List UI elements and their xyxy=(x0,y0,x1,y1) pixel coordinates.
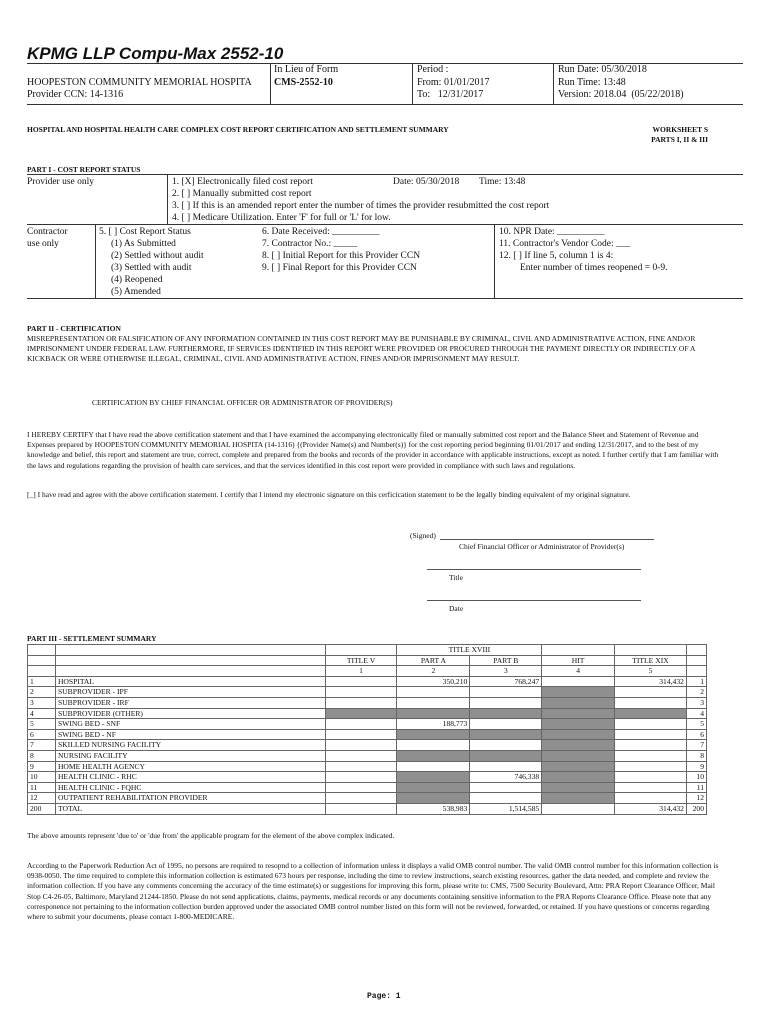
contractor-label: Contractor xyxy=(27,227,68,237)
amount-cell xyxy=(397,687,470,698)
title-label: Title xyxy=(449,573,463,582)
amount-cell xyxy=(325,793,397,804)
amount-cell xyxy=(542,708,615,719)
table-row xyxy=(28,708,707,719)
column-number: 1 xyxy=(325,666,397,677)
header-divider xyxy=(553,63,554,104)
amount-cell: 538,983 xyxy=(397,803,470,814)
part1-top-rule xyxy=(27,174,743,175)
table-row xyxy=(28,761,707,772)
amount-cell xyxy=(542,761,615,772)
amount-cell xyxy=(325,772,397,783)
line-number-right: 10 xyxy=(686,772,706,783)
column-header: HIT xyxy=(542,655,615,666)
amount-cell xyxy=(397,782,470,793)
line-number-right: 9 xyxy=(686,761,706,772)
status-option: (4) Reopened xyxy=(111,275,163,285)
column-number: 4 xyxy=(542,666,615,677)
line-label: HEALTH CLINIC - FQHC xyxy=(55,782,325,793)
line-number-right: 1 xyxy=(686,676,706,687)
line-number: 200 xyxy=(28,803,56,814)
status-line-1: 1. [X] Electronically filed cost report xyxy=(172,177,313,187)
signed-label: (Signed) xyxy=(410,531,436,540)
header-blank xyxy=(55,666,325,677)
amount-cell: 768,247 xyxy=(470,676,542,687)
amount-cell xyxy=(615,708,687,719)
status-line-4: 4. [ ] Medicare Utilization. Enter 'F' for full or 'L' for low. xyxy=(172,213,391,223)
version: Version: 2018.04 (05/22/2018) xyxy=(558,89,684,100)
line-number: 5 xyxy=(28,719,56,730)
amount-cell: 350,210 xyxy=(397,676,470,687)
line-label: NURSING FACILITY xyxy=(55,750,325,761)
amount-cell xyxy=(325,676,397,687)
amount-cell xyxy=(542,782,615,793)
amount-cell xyxy=(615,793,687,804)
line-number: 9 xyxy=(28,761,56,772)
table-row xyxy=(28,697,707,708)
line-number-right: 8 xyxy=(686,750,706,761)
period-label: Period : xyxy=(417,64,449,75)
line-label: OUTPATIENT REHABILITATION PROVIDER xyxy=(55,793,325,804)
signer-label: Chief Financial Officer or Administrator of Provider(s) xyxy=(459,542,625,551)
amount-cell xyxy=(397,708,470,719)
period-from: From: 01/01/2017 xyxy=(417,76,490,88)
line-number: 8 xyxy=(28,750,56,761)
amount-cell xyxy=(470,761,542,772)
page-number: Page: 1 xyxy=(367,992,401,1001)
amount-cell xyxy=(615,750,687,761)
amount-cell xyxy=(470,740,542,751)
amount-cell xyxy=(615,697,687,708)
provider-use-label: Provider use only xyxy=(27,177,95,187)
line-label: SUBPROVIDER - IRF xyxy=(55,697,325,708)
line-number-right: 5 xyxy=(686,719,706,730)
title-xviii-header: TITLE XVIII xyxy=(397,645,542,656)
amount-cell xyxy=(615,729,687,740)
line-number-right: 6 xyxy=(686,729,706,740)
column-number: 2 xyxy=(397,666,470,677)
contractor-label: use only xyxy=(27,239,59,249)
run-time: Run Time: 13:48 xyxy=(558,76,626,88)
provider-name: HOOPESTON COMMUNITY MEMORIAL HOSPITA xyxy=(27,76,252,88)
amount-cell xyxy=(325,750,397,761)
line-number-right: 4 xyxy=(686,708,706,719)
amount-cell xyxy=(542,697,615,708)
header-blank xyxy=(55,655,325,666)
part1-divider xyxy=(494,224,495,298)
amount-cell xyxy=(470,750,542,761)
header-period xyxy=(417,64,551,104)
amount-cell xyxy=(325,697,397,708)
line-number-right: 3 xyxy=(686,697,706,708)
title-line[interactable] xyxy=(427,569,641,570)
header-blank xyxy=(325,645,397,656)
table-row xyxy=(28,793,707,804)
line-label: HEALTH CLINIC - RHC xyxy=(55,772,325,783)
header-bottom-rule xyxy=(27,104,743,105)
amount-cell xyxy=(325,761,397,772)
amount-cell xyxy=(397,772,470,783)
status-option: (5) Amended xyxy=(111,287,161,297)
line-label: HOME HEALTH AGENCY xyxy=(55,761,325,772)
line-number-right: 200 xyxy=(686,803,706,814)
header-run xyxy=(558,64,743,104)
header-divider xyxy=(270,63,271,104)
amount-cell xyxy=(397,697,470,708)
contractor-line-5: 5. [ ] Cost Report Status xyxy=(99,227,191,237)
in-lieu-label: In Lieu of Form xyxy=(274,64,339,75)
amount-cell xyxy=(542,719,615,730)
line-number: 7 xyxy=(28,740,56,751)
line-number: 4 xyxy=(28,708,56,719)
amount-cell: 746,338 xyxy=(470,772,542,783)
amount-cell xyxy=(397,750,470,761)
contractor-line-10: 10. NPR Date: __________ xyxy=(499,227,605,237)
part1-heading: PART I - COST REPORT STATUS xyxy=(27,165,141,174)
amount-cell xyxy=(397,729,470,740)
status-line-1-time: Time: 13:48 xyxy=(479,177,526,187)
amount-cell: 314,432 xyxy=(615,803,687,814)
amount-cell xyxy=(470,729,542,740)
line-number: 3 xyxy=(28,697,56,708)
header-provider xyxy=(27,64,269,104)
amount-cell xyxy=(542,772,615,783)
header-blank xyxy=(542,645,615,656)
line-label: SUBPROVIDER - IPF xyxy=(55,687,325,698)
column-header: TITLE V xyxy=(325,655,397,666)
contractor-line-9: 9. [ ] Final Report for this Provider CCN xyxy=(262,263,417,273)
date-label: Date xyxy=(449,604,464,613)
amount-cell xyxy=(470,687,542,698)
amount-cell: 1,514,585 xyxy=(470,803,542,814)
column-number: 3 xyxy=(470,666,542,677)
line-label: SKILLED NURSING FACILITY xyxy=(55,740,325,751)
part3-heading: PART III - SETTLEMENT SUMMARY xyxy=(27,634,157,643)
header-blank xyxy=(686,645,706,656)
amount-cell xyxy=(615,687,687,698)
run-date: Run Date: 05/30/2018 xyxy=(558,64,647,75)
page-title: KPMG LLP Compu-Max 2552-10 xyxy=(27,44,284,63)
status-option: (2) Settled without audit xyxy=(111,251,204,261)
amount-cell xyxy=(470,793,542,804)
amount-cell xyxy=(325,719,397,730)
part1-divider xyxy=(167,174,168,224)
line-label: HOSPITAL xyxy=(55,676,325,687)
status-line-1-date: Date: 05/30/2018 xyxy=(393,177,460,187)
column-header: PART B xyxy=(470,655,542,666)
table-row xyxy=(28,782,707,793)
amount-cell xyxy=(542,750,615,761)
line-label: SWING BED - NF xyxy=(55,729,325,740)
amount-cell xyxy=(397,761,470,772)
part1-mid-rule xyxy=(27,224,743,225)
column-header: PART A xyxy=(397,655,470,666)
column-number: 5 xyxy=(615,666,687,677)
amount-cell xyxy=(542,803,615,814)
amount-cell xyxy=(325,708,397,719)
part1-divider xyxy=(95,224,96,298)
line-number: 10 xyxy=(28,772,56,783)
header-blank xyxy=(686,655,706,666)
agree-checkbox-text: [_] I have read and agree with the above certification statement. I certify that I intend my electronic signature on this cerficication statement to be the legally binding equivalent of my original signature. xyxy=(27,490,631,499)
line-number-right: 7 xyxy=(686,740,706,751)
amount-cell xyxy=(542,740,615,751)
amount-cell xyxy=(325,803,397,814)
table-row xyxy=(28,719,707,730)
worksheet-label: WORKSHEET S xyxy=(652,125,708,134)
provider-ccn: Provider CCN: 14-1316 xyxy=(27,89,124,100)
line-label: SWING BED - SNF xyxy=(55,719,325,730)
table-row xyxy=(28,740,707,751)
form-number: CMS-2552-10 xyxy=(274,76,333,88)
amount-cell xyxy=(615,719,687,730)
line-number: 12 xyxy=(28,793,56,804)
header-blank xyxy=(615,645,687,656)
header-blank xyxy=(28,655,56,666)
line-number: 2 xyxy=(28,687,56,698)
table-row xyxy=(28,750,707,761)
amount-cell xyxy=(470,697,542,708)
header-divider xyxy=(412,63,413,104)
line-number: 1 xyxy=(28,676,56,687)
header-blank xyxy=(686,666,706,677)
amount-cell xyxy=(325,740,397,751)
amount-cell: 188,773 xyxy=(397,719,470,730)
worksheet-parts: PARTS I, II & III xyxy=(651,135,708,144)
amount-cell xyxy=(470,708,542,719)
status-line-3: 3. [ ] If this is an amended report enter the number of times the provider resubmitted the cost report xyxy=(172,201,550,211)
amount-cell xyxy=(325,729,397,740)
amount-cell xyxy=(615,761,687,772)
amount-cell xyxy=(615,740,687,751)
header-blank xyxy=(28,645,56,656)
line-label: TOTAL xyxy=(55,803,325,814)
footer-note: The above amounts represent 'due to' or 'due from' the applicable program for the element of the above complex indicated. xyxy=(27,831,395,840)
table-row xyxy=(28,687,707,698)
amount-cell: 314,432 xyxy=(615,676,687,687)
amount-cell xyxy=(325,782,397,793)
amount-cell xyxy=(542,687,615,698)
table-row xyxy=(28,772,707,783)
line-label: SUBPROVIDER (OTHER) xyxy=(55,708,325,719)
status-line-2: 2. [ ] Manually submitted cost report xyxy=(172,189,312,199)
period-to: To: 12/31/2017 xyxy=(417,89,484,100)
amount-cell xyxy=(615,782,687,793)
part1-bottom-rule xyxy=(27,298,743,299)
amount-cell xyxy=(470,782,542,793)
certify-text: I HEREBY CERTIFY that I have read the above certification statement and that I have examined the accompanying electronically filed or manually submitted cost report and the Balance Sheet and Statement of Revenue and Expenses prepared by HOOPESTON COMMUNITY MEMORIAL HOSPITA (14-1316) {(Provider Name(s) and Number(s)} for the cost reporting period beginning 01/01/2017 and ending 12/31/2017, and to the best of my knowledge and belief, this report and statement are true, correct, complete and prepared from the books and records of the provider in accordance with applicable instructions, except as noted. I further certify that I am familiar with the laws and regulations regarding the provision of health care services, and that the services identified in this cost report were provided in compliance with such laws and regulations. xyxy=(27,430,719,470)
table-row xyxy=(28,676,707,687)
document-title: HOSPITAL AND HOSPITAL HEALTH CARE COMPLEX COST REPORT CERTIFICATION AND SETTLEMENT SUMMARY xyxy=(27,125,449,134)
header-blank xyxy=(28,666,56,677)
paperwork-notice: According to the Paperwork Reduction Act of 1995, no persons are required to resopnd to a collection of information unless it displays a valid OMB control number. The valid OMB control number for this information collection is 0938-0050. The time required to complete this information collection is estimated 673 hours per response, including the time to review instructions, search existing resources, gather the data needed, and complete and review the information collection. If you have any comments concerning the accuracy of the time estimate(s) or suggestions for improving this form, please write to: CMS, 7500 Security Boulevard, Attn: PRA Report Clearance Officer, Mail Stop C4-26-05, Baltimore, Maryland 21244-1850. Please do not send applications, claims, payments, medical records or any documents containing sensitive information to the PRA Reports Clearance Office. Please note that any corresponence not pertaining to the information collection burden approved under the associated OMB control number listed on this form will not be reviewed, forwarded, or retained. If you have questions or concerns regarding where to submit your documents, please contact 1-800-MEDICARE. xyxy=(27,861,719,922)
signature-line[interactable] xyxy=(440,539,654,540)
table-row xyxy=(28,803,707,814)
contractor-line-12: 12. [ ] If line 5, column 1 is 4: xyxy=(499,251,614,261)
status-option: (3) Settled with audit xyxy=(111,263,192,273)
header-blank xyxy=(55,645,325,656)
warning-text: MISREPRESENTATION OR FALSIFICATION OF ANY INFORMATION CONTAINED IN THIS COST REPORT MAY BE PUNISHABLE BY CRIMINAL, CIVIL AND ADMINISTRATIVE ACTION, FINE AND/OR IMPRISONMENT UNDER FEDERAL LAW. FURTHERMORE, IF SERVICES IDENTIFIED IN THIS REPORT WERE PROVIDED OR PROCURED THROUGH THE PAYMENT DIRECTLY OR INDIRECTLY OF A KICKBACK OR WERE OTHERWISE ILLEGAL, CRIMINAL, CIVIL AND ADMINISTRATIVE ACTION, FINES AND/OR IMPRISONMENT MAY RESULT. xyxy=(27,334,696,364)
amount-cell xyxy=(615,772,687,783)
amount-cell xyxy=(470,719,542,730)
table-row xyxy=(28,729,707,740)
amount-cell xyxy=(397,793,470,804)
date-line[interactable] xyxy=(427,600,641,601)
line-number: 11 xyxy=(28,782,56,793)
certification-title: CERTIFICATION BY CHIEF FINANCIAL OFFICER OR ADMINISTRATOR OF PROVIDER(S) xyxy=(92,398,393,407)
contractor-line-12b: Enter number of times reopened = 0-9. xyxy=(520,263,668,273)
settlement-table xyxy=(27,644,707,815)
line-number: 6 xyxy=(28,729,56,740)
line-number-right: 12 xyxy=(686,793,706,804)
contractor-line-7: 7. Contractor No.: _____ xyxy=(262,239,358,249)
contractor-line-6: 6. Date Received: __________ xyxy=(262,227,380,237)
column-header: TITLE XIX xyxy=(615,655,687,666)
amount-cell xyxy=(542,676,615,687)
amount-cell xyxy=(397,740,470,751)
part2-heading: PART II - CERTIFICATION xyxy=(27,324,121,333)
amount-cell xyxy=(542,793,615,804)
contractor-line-8: 8. [ ] Initial Report for this Provider CCN xyxy=(262,251,421,261)
line-number-right: 11 xyxy=(686,782,706,793)
contractor-line-11: 11. Contractor's Vendor Code: ___ xyxy=(499,239,631,249)
status-option: (1) As Submitted xyxy=(111,239,176,249)
amount-cell xyxy=(325,687,397,698)
line-number-right: 2 xyxy=(686,687,706,698)
header-form xyxy=(274,64,410,104)
amount-cell xyxy=(542,729,615,740)
